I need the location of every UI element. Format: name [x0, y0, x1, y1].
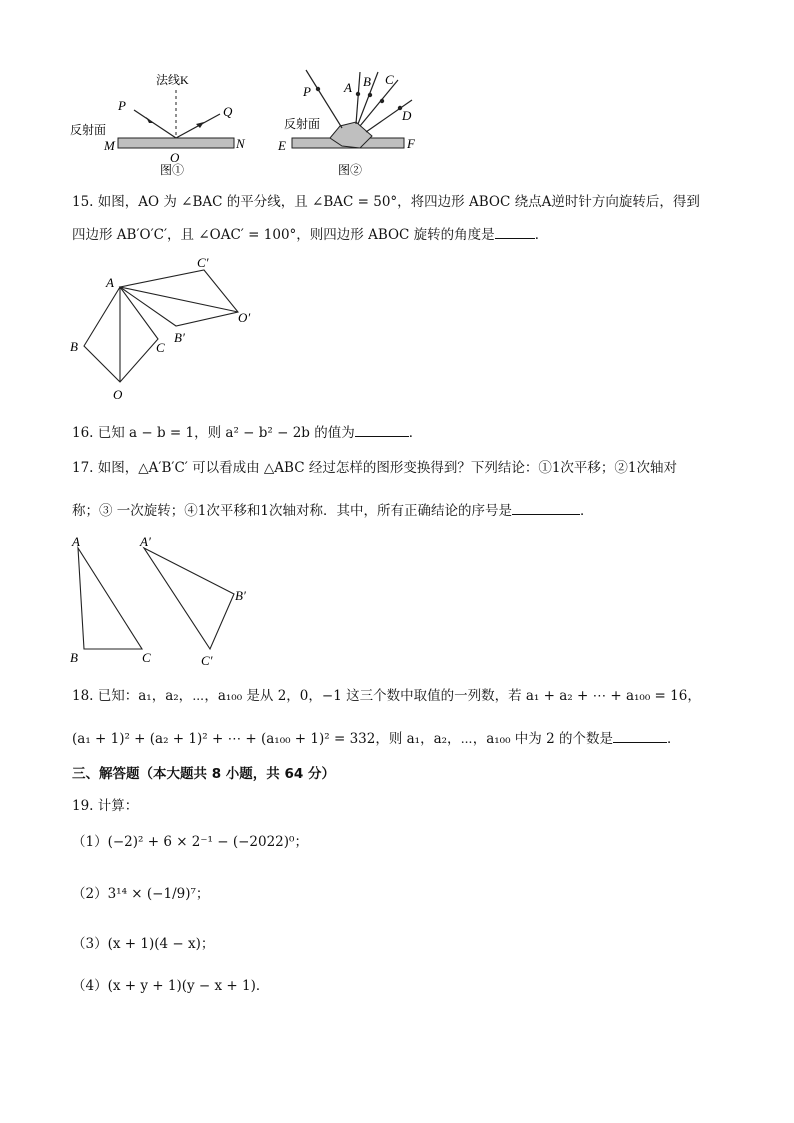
q15-text-1: 15. 如图，AO 为 ∠BAC 的平分线，且 ∠BAC = 50°，将四边形 ABOC 绕点A逆时针方向旋转后，得到: [72, 194, 700, 210]
quad-AB1O1C1: [120, 270, 238, 326]
q18-answer-blank[interactable]: [613, 728, 667, 743]
q15-line2: [72, 224, 548, 245]
q15-figure: [64, 254, 274, 404]
q17-label-A: A: [72, 534, 80, 549]
quad-ABOC: [84, 287, 158, 382]
q15-label-C: C: [156, 340, 165, 355]
fig1-label-Q: Q: [223, 104, 233, 119]
ray-A: [356, 72, 360, 124]
q15-line1: [72, 192, 700, 212]
q16-end: ．: [408, 425, 423, 441]
fig2-label-P: P: [303, 84, 311, 99]
fig2-label-A: A: [344, 80, 352, 95]
figure-2: [277, 70, 416, 177]
q17-label-A1: A′: [140, 534, 151, 549]
q15-label-O: O: [113, 387, 123, 402]
mirror-surface-1: [118, 138, 234, 148]
q17-label-B1: B′: [235, 588, 246, 603]
q16-answer-blank[interactable]: [355, 422, 409, 437]
q15-end: ．: [534, 227, 549, 243]
q15-answer-blank[interactable]: [495, 224, 535, 239]
q19-item-2: （2）3¹⁴ × (−1/9)⁷；: [72, 886, 210, 902]
q15-text-2: 四边形 AB′O′C′，且 ∠OAC′ = 100°，则四边形 ABOC 旋转的角度是: [72, 227, 495, 243]
q16-text: 16. 已知 a − b = 1，则 a² − b² − 2b 的值为: [72, 425, 355, 441]
fig1-label-O: O: [170, 150, 180, 165]
q18-text-2: (a₁ + 1)² + (a₂ + 1)² + ⋯ + (a₁₀₀ + 1)² = 332，则 a₁，a₂，⋯，a₁₀₀ 中为 2 的个数是: [72, 731, 613, 747]
figure-1: [70, 72, 246, 177]
fig2-label-C: C: [385, 72, 394, 87]
fig2-label-B: B: [363, 74, 371, 89]
dot-B: [368, 93, 372, 97]
q17-end: ．: [579, 503, 594, 519]
q19-item-4: （4）(x + y + 1)(y − x + 1)．: [72, 978, 270, 994]
reflection-figures: [60, 60, 420, 180]
dot-P: [316, 87, 320, 91]
q16-line: [72, 422, 422, 443]
q17-line1: [72, 458, 677, 478]
q19-item-1: （1）(−2)² + 6 × 2⁻¹ − (−2022)⁰；: [72, 834, 308, 850]
fig1-label-P: P: [118, 98, 126, 113]
triangle-ABC: [78, 548, 142, 649]
q17-text-2: 称；③ 一次旋转；④1次平移和1次轴对称．其中，所有正确结论的序号是: [72, 503, 512, 519]
incident-ray: [134, 110, 176, 138]
q18-end: ．: [666, 731, 681, 747]
fig2-surface-label: 反射面: [284, 117, 321, 131]
q15-label-B1: B′: [174, 330, 185, 345]
q19-title: 19. 计算：: [72, 798, 139, 814]
q17-figure: [64, 532, 264, 672]
q17-text-1: 17. 如图，△A′B′C′ 可以看成由 △ABC 经过怎样的图形变换得到？下列结论：①1次平移；②1次轴对: [72, 460, 678, 476]
q15-label-C1: C′: [197, 255, 209, 270]
dot-C: [380, 99, 384, 103]
fig1-normal-label: 法线K: [156, 73, 189, 87]
fig2-label-E: E: [278, 138, 286, 153]
q17-label-B: B: [70, 650, 78, 665]
dot-A: [356, 92, 360, 96]
fig1-caption: 图①: [160, 163, 185, 177]
q18-line1: [72, 686, 701, 706]
q17-answer-blank[interactable]: [512, 500, 580, 515]
q15-label-O1: O′: [238, 310, 251, 325]
q15-label-B: B: [70, 339, 78, 354]
fig1-surface-label: 反射面: [70, 123, 107, 137]
fig2-label-F: F: [407, 136, 415, 151]
q19-item-3: （3）(x + 1)(4 − x)；: [72, 936, 215, 952]
section-3-heading: 三、解答题（本大题共 8 小题，共 64 分）: [72, 766, 335, 782]
q18-text-1: 18. 已知：a₁，a₂，⋯，a₁₀₀ 是从 2，0，−1 这三个数中取值的一列数，若 a₁ + a₂ + ⋯ + a₁₀₀ = 16，: [72, 688, 701, 704]
fig2-caption: 图②: [338, 163, 363, 177]
q17-label-C1: C′: [201, 653, 213, 668]
q15-label-A: A: [106, 275, 114, 290]
fig1-label-M: M: [104, 138, 115, 153]
triangle-A1B1C1: [144, 548, 234, 649]
fig2-label-D: D: [402, 108, 412, 123]
fig1-label-N: N: [236, 136, 245, 151]
q17-label-C: C: [142, 650, 151, 665]
q18-line2: [72, 728, 680, 749]
q17-line2: [72, 500, 593, 521]
